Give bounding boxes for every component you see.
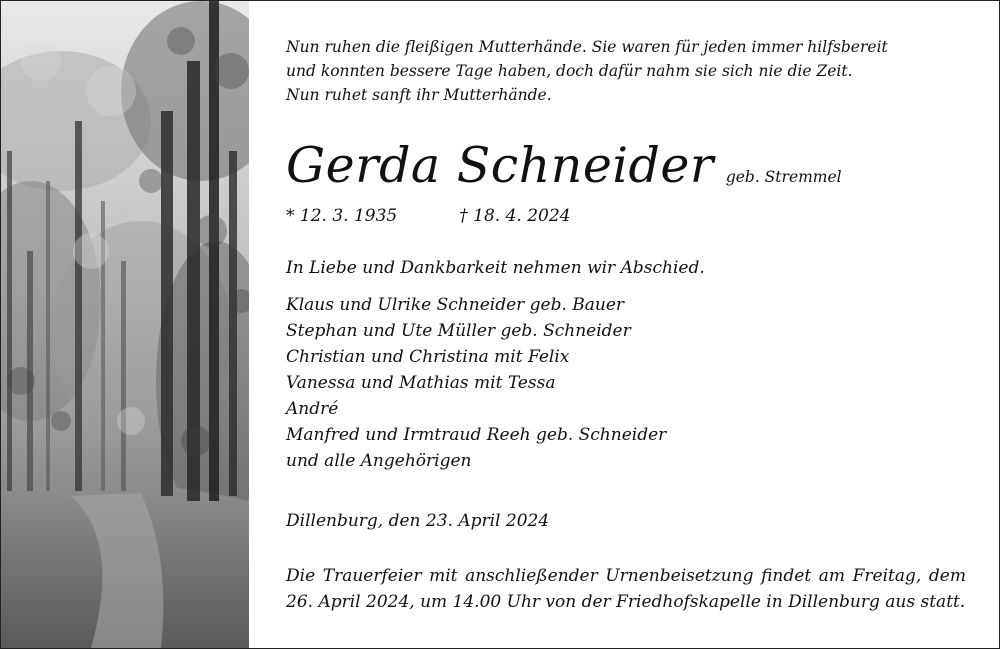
- funeral-line: Die Trauerfeier mit anschließender Urnenbeisetzung findet am Freitag, dem: [286, 566, 966, 586]
- mourner: Manfred und Irmtraud Reeh geb. Schneider: [286, 425, 667, 445]
- life-dates: [286, 206, 570, 226]
- funeral-info: [286, 563, 966, 615]
- mourner: Christian und Christina mit Felix: [286, 347, 570, 367]
- funeral-line: 26. April 2024, um 14.00 Uhr von der Friedhofskapelle in Dillenburg aus statt.: [286, 592, 966, 612]
- deceased-name-row: [286, 137, 842, 194]
- mourner: Klaus und Ulrike Schneider geb. Bauer: [286, 295, 625, 315]
- birth-date: * 12. 3. 1935: [286, 206, 398, 226]
- deceased-name: Gerda Schneider: [286, 137, 714, 194]
- mourner: Stephan und Ute Müller geb. Schneider: [286, 321, 631, 341]
- poem-line: Nun ruhet sanft ihr Mutterhände.: [286, 86, 552, 104]
- poem-line: und konnten bessere Tage haben, doch dafür nahm sie sich nie die Zeit.: [286, 62, 853, 80]
- mourners-list: [286, 292, 666, 474]
- poem-line: Nun ruhen die fleißigen Mutterhände. Sie waren für jeden immer hilfsbereit: [286, 38, 888, 56]
- death-date: † 18. 4. 2024: [459, 206, 571, 226]
- place-date: Dillenburg, den 23. April 2024: [286, 511, 550, 531]
- forest-photo: [1, 1, 249, 648]
- memorial-poem: [286, 35, 926, 107]
- mourner: André: [286, 399, 339, 419]
- mourner: und alle Angehörigen: [286, 451, 472, 471]
- maiden-name: geb. Stremmel: [725, 168, 842, 186]
- mourner: Vanessa und Mathias mit Tessa: [286, 373, 556, 393]
- obituary-text: [286, 1, 979, 648]
- farewell-line: In Liebe und Dankbarkeit nehmen wir Abschied.: [286, 258, 705, 278]
